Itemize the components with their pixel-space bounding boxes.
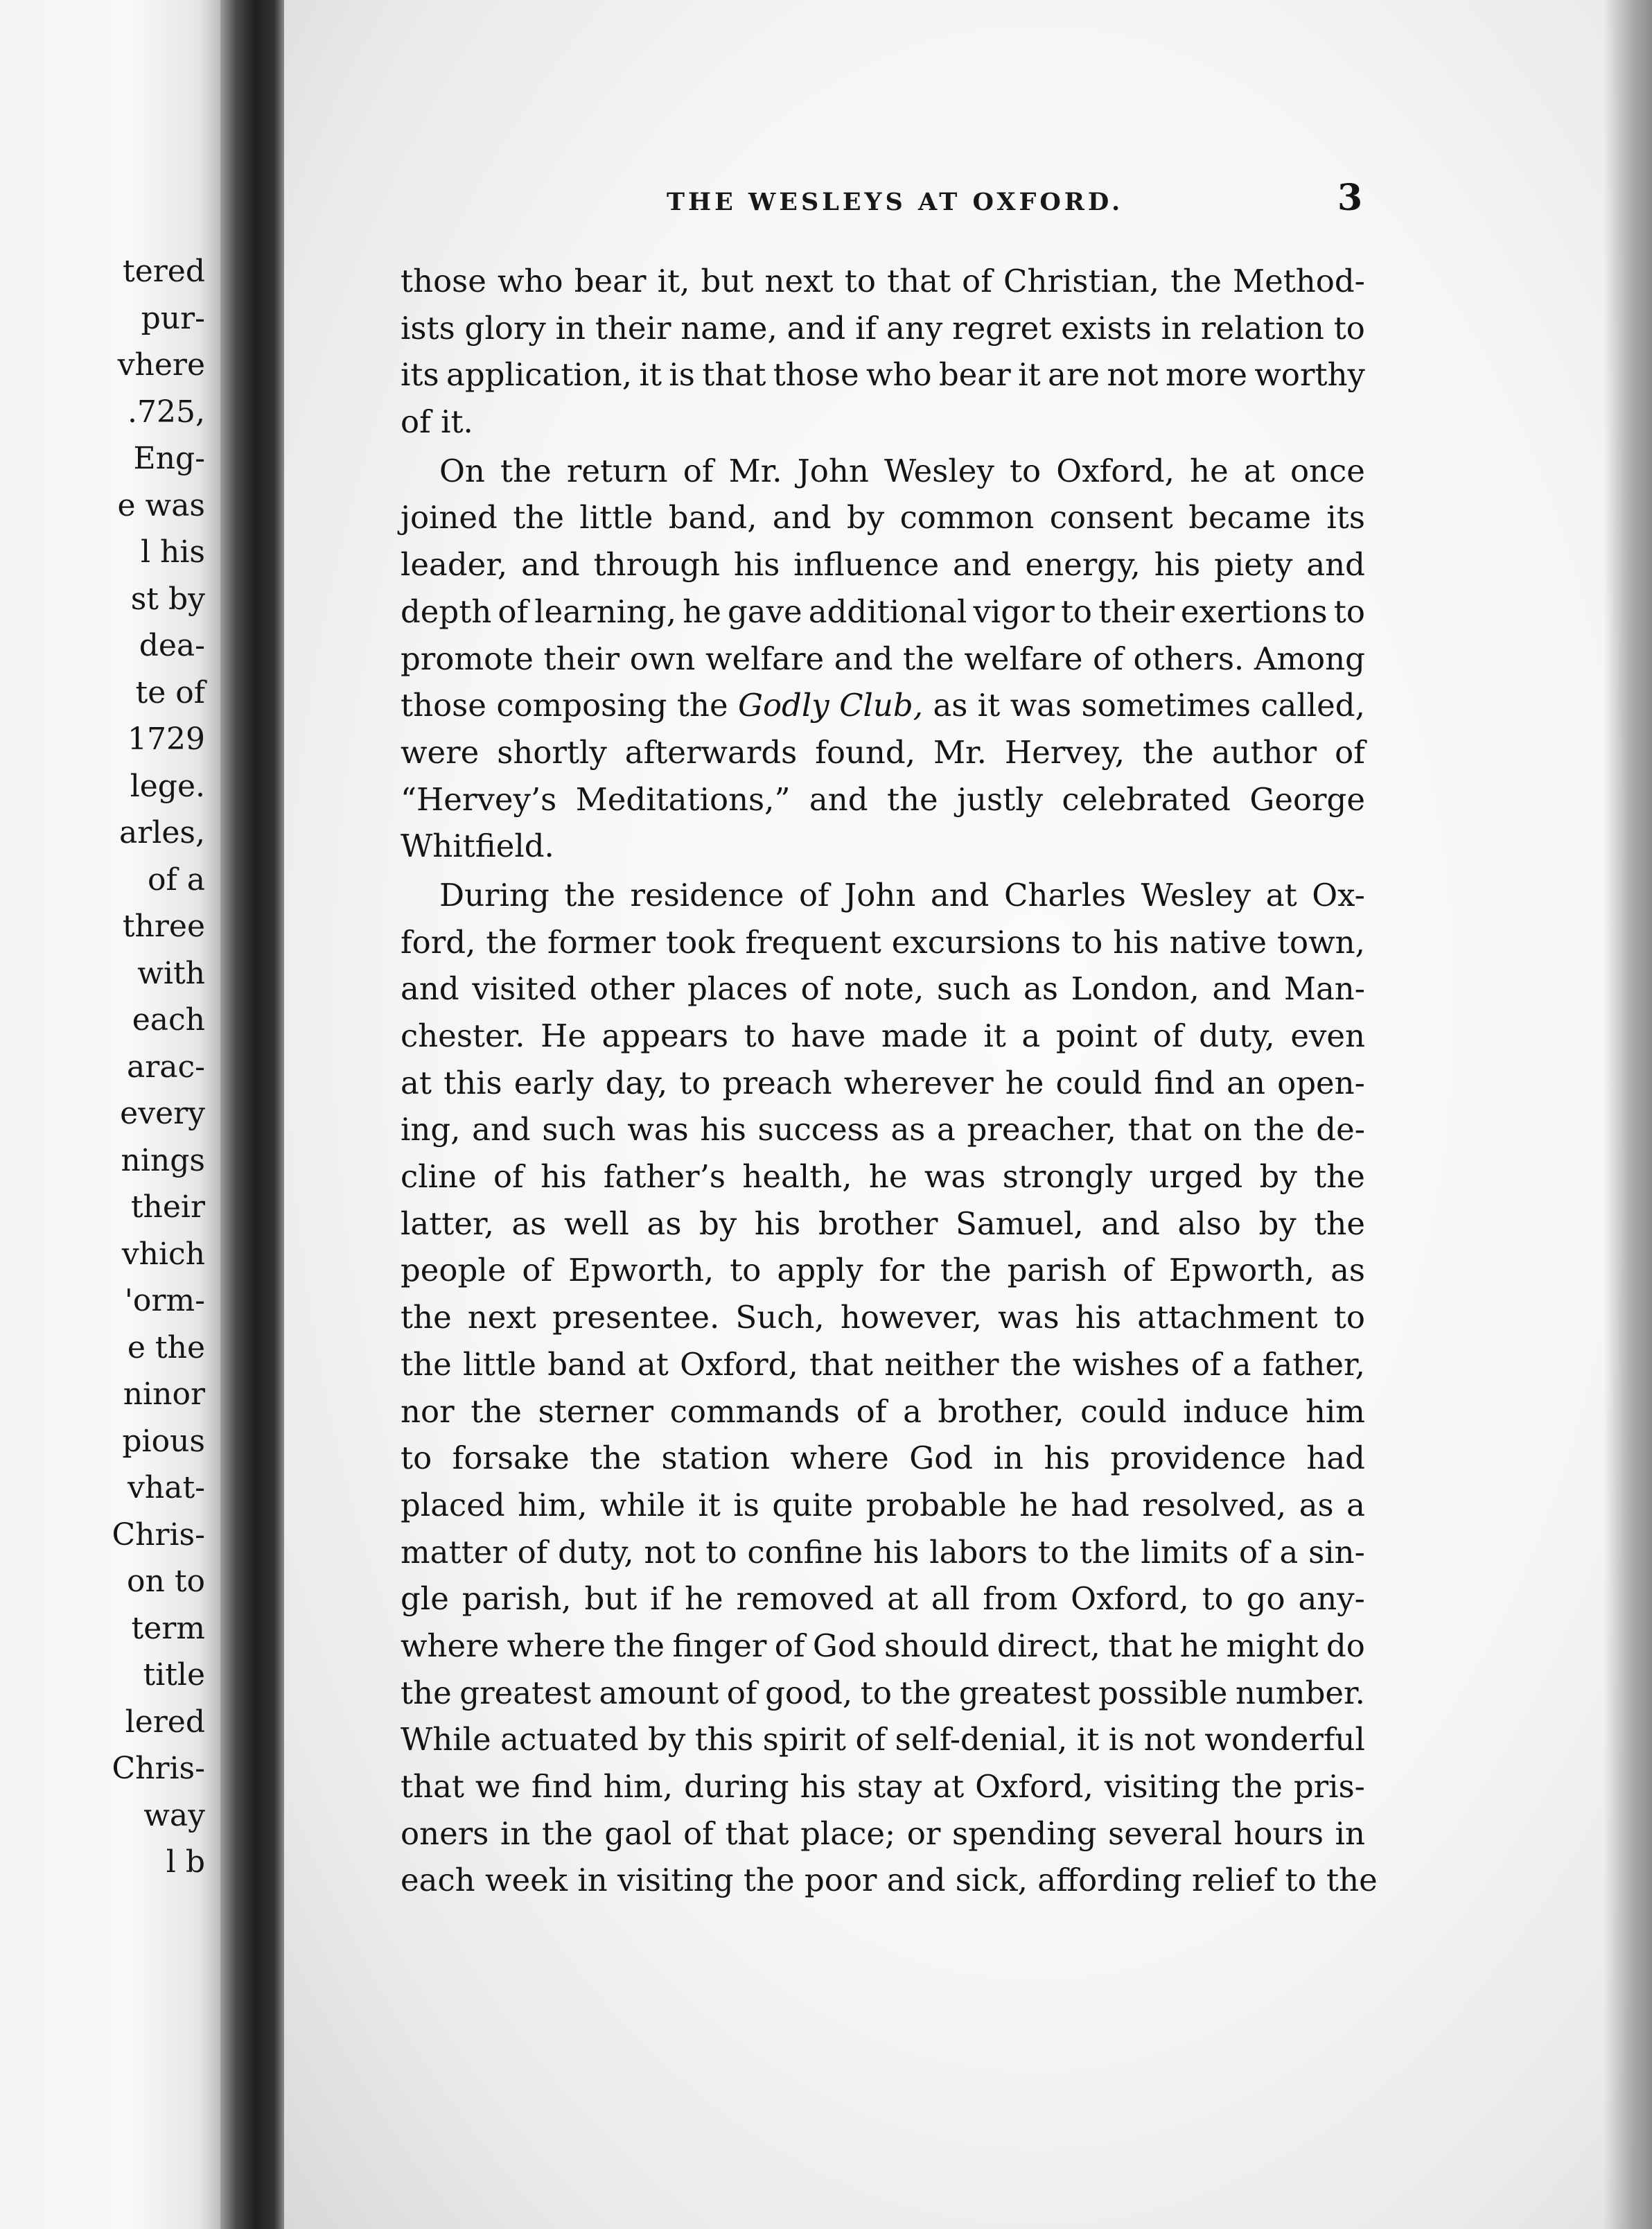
left-page-line-fragment: Chris-	[112, 1516, 205, 1553]
text-line: where where the finger of God should direct, that he might do	[401, 1627, 1365, 1664]
left-page-line-fragment: pious	[122, 1423, 205, 1459]
left-page-line-fragment: term	[131, 1610, 205, 1646]
book-gutter-shadow	[220, 0, 284, 2229]
left-page-line-fragment: e was	[117, 487, 205, 523]
left-page-line-fragment: lege.	[130, 768, 205, 804]
text-line: ing, and such was his success as a preacher, that on the de-	[401, 1111, 1365, 1148]
left-page-line-fragment: arac-	[126, 1049, 205, 1085]
left-page-line-fragment: way	[143, 1797, 205, 1833]
text-line: joined the little band, and by common consent became its	[401, 499, 1365, 536]
text-line: its application, it is that those who bear it are not more worthy	[401, 356, 1365, 394]
text-line: cline of his father’s health, he was strongly urged by the	[401, 1158, 1365, 1196]
text-line: those composing the Godly Club, as it was sometimes called,	[401, 687, 1365, 724]
left-page-line-fragment: with	[137, 955, 205, 991]
text-line: gle parish, but if he removed at all from Oxford, to go any-	[401, 1580, 1365, 1618]
text-line: the next presentee. Such, however, was his attachment to	[401, 1299, 1365, 1336]
text-line: matter of duty, not to confine his labors to the limits of a sin-	[401, 1533, 1365, 1571]
text-line: of it.	[401, 403, 473, 441]
left-page-line-fragment: ninor	[123, 1376, 205, 1412]
left-page-line-fragment: arles,	[119, 815, 205, 850]
left-page-line-fragment: their	[130, 1189, 205, 1225]
left-page-line-fragment: nings	[121, 1142, 205, 1178]
left-page-line-fragment: on to	[127, 1564, 205, 1599]
text-line: While actuated by this spirit of self-denial, it is not wonderful	[401, 1721, 1365, 1758]
left-page-line-fragment: of a	[148, 862, 205, 898]
text-line: ford, the former took frequent excursions to his native town,	[401, 923, 1365, 961]
page-3	[284, 0, 1652, 2229]
text-line: people of Epworth, to apply for the parish of Epworth, as	[401, 1252, 1365, 1289]
left-page-line-fragment: tered	[123, 254, 205, 289]
text-line: latter, as well as by his brother Samuel, and also by the	[401, 1205, 1365, 1242]
paragraph	[401, 258, 1365, 446]
text-line: the greatest amount of good, to the greatest possible number.	[401, 1674, 1365, 1711]
scan-right-edge	[1603, 0, 1652, 2229]
left-page-line-fragment: lered	[125, 1704, 205, 1740]
text-line: ists glory in their name, and if any regret exists in relation to	[401, 309, 1365, 347]
left-page-line-fragment: each	[132, 1002, 205, 1038]
left-page-line-fragment: 1729	[128, 722, 205, 757]
left-facing-page	[0, 0, 220, 2229]
left-page-line-fragment: every	[120, 1096, 205, 1131]
text-line: oners in the gaol of that place; or spending several hours in	[401, 1815, 1365, 1852]
text-line: at this early day, to preach wherever he could find an open-	[401, 1064, 1365, 1101]
paragraph	[401, 448, 1365, 870]
left-page-line-fragment: l his	[140, 534, 205, 570]
left-page-line-fragment: l b	[166, 1844, 205, 1880]
text-line: each week in visiting the poor and sick, affording relief to the	[401, 1862, 1378, 1899]
left-page-line-fragment: pur-	[141, 300, 205, 336]
left-page-line-fragment: vhere	[117, 347, 205, 383]
text-line: depth of learning, he gave additional vigor to their exertions to	[401, 593, 1365, 630]
text-line: leader, and through his influence and energy, his piety and	[401, 546, 1365, 584]
left-page-line-fragment: te of	[135, 674, 205, 710]
text-line: During the residence of John and Charles Wesley at Ox-	[439, 876, 1365, 914]
text-line: Whitfield.	[401, 828, 554, 865]
text-line: and visited other places of note, such as London, and Man-	[401, 970, 1365, 1008]
text-line: those who bear it, but next to that of Christian, the Method-	[401, 263, 1365, 299]
text-line: that we find him, during his stay at Oxford, visiting the pris-	[401, 1768, 1365, 1805]
paragraph	[401, 872, 1378, 1904]
left-page-line-fragment: e the	[127, 1329, 205, 1365]
text-line: On the return of Mr. John Wesley to Oxford, he at once	[439, 452, 1365, 489]
left-page-line-fragment: title	[143, 1657, 205, 1693]
running-head	[284, 177, 1652, 223]
left-page-line-fragment: st by	[130, 581, 205, 617]
left-page-line-fragment: .725,	[128, 394, 205, 430]
left-page-line-fragment: three	[122, 909, 205, 944]
left-page-line-fragment: dea-	[139, 628, 205, 663]
text-line: to forsake the station where God in his providence had	[401, 1440, 1365, 1477]
body-text	[401, 258, 1378, 1904]
page-number: 3	[1337, 177, 1363, 219]
left-page-line-fragment: Chris-	[112, 1751, 205, 1786]
text-line: were shortly afterwards found, Mr. Hervey, the author of	[401, 733, 1365, 771]
text-line: chester. He appears to have made it a point of duty, even	[401, 1017, 1365, 1054]
text-line: the little band at Oxford, that neither the wishes of a father,	[401, 1345, 1365, 1383]
text-line: “Hervey’s Meditations,” and the justly celebrated George	[401, 780, 1365, 818]
text-line: promote their own welfare and the welfare of others. Among	[401, 640, 1365, 677]
left-page-text-fragments	[0, 248, 205, 1886]
running-title: THE WESLEYS AT OXFORD.	[667, 188, 1124, 216]
left-page-line-fragment: vhat-	[128, 1470, 205, 1505]
text-line: placed him, while it is quite probable he had resolved, as a	[401, 1486, 1365, 1523]
left-page-line-fragment: Eng-	[133, 441, 205, 476]
left-page-line-fragment: vhich	[121, 1236, 205, 1272]
left-page-line-fragment: 'orm-	[124, 1283, 205, 1318]
text-line: nor the sterner commands of a brother, could induce him	[401, 1392, 1365, 1430]
